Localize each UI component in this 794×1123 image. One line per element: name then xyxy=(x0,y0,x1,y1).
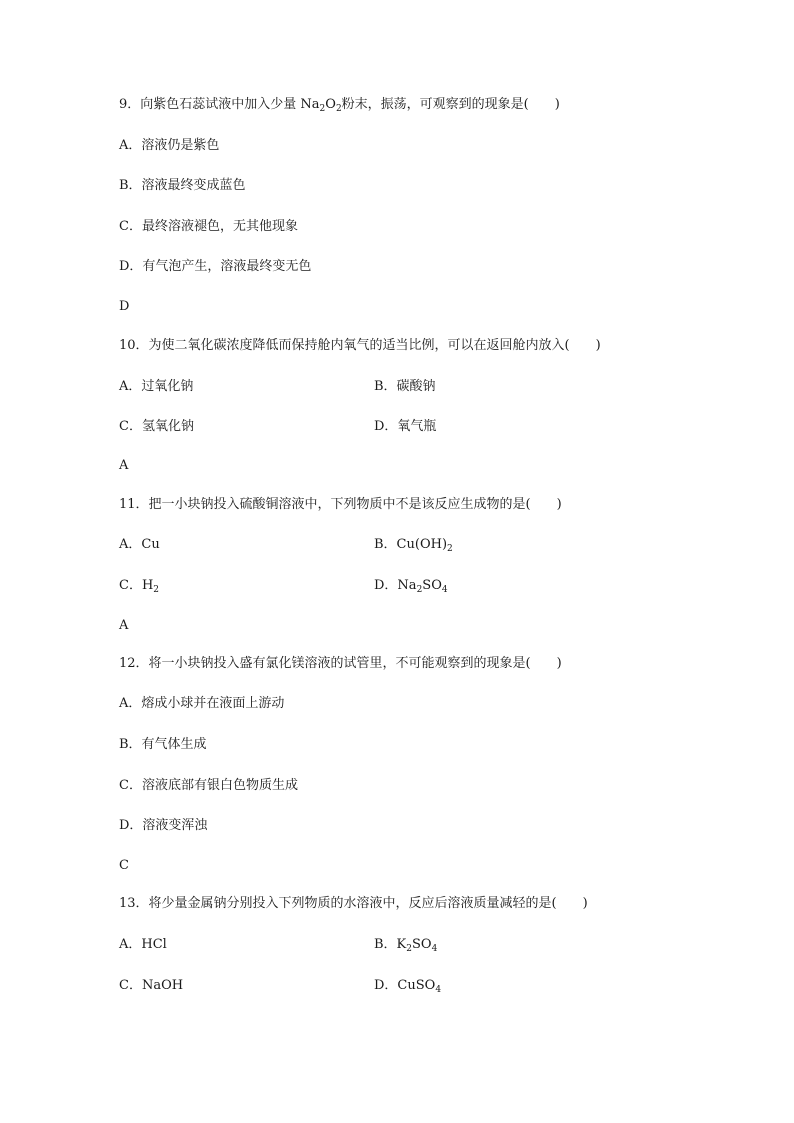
formula-part: D．Na xyxy=(374,578,417,593)
subscript: 4 xyxy=(441,585,448,595)
question-13-option-d xyxy=(374,977,441,995)
subscript: 2 xyxy=(319,104,326,114)
question-11-option-a: A．Cu xyxy=(119,537,160,552)
subscript: 2 xyxy=(335,104,342,114)
question-12-option-b: B．有气体生成 xyxy=(119,737,207,752)
question-9-option-c: C．最终溶液褪色，无其他现象 xyxy=(119,219,298,234)
question-13-stem: 13．将少量金属钠分别投入下列物质的水溶液中，反应后溶液质量减轻的是( ) xyxy=(119,896,588,911)
question-13-option-c: C．NaOH xyxy=(119,978,184,993)
subscript: 4 xyxy=(435,985,442,995)
question-11-option-d xyxy=(374,577,448,595)
subscript: 2 xyxy=(416,585,423,595)
question-10-answer: A xyxy=(119,458,129,473)
formula-part: SO xyxy=(412,937,432,952)
question-10-option-b: B．碳酸钠 xyxy=(374,379,436,394)
subscript: 4 xyxy=(431,944,438,954)
question-13-option-a: A．HCl xyxy=(119,937,167,952)
question-12-option-a: A．熔成小球并在液面上游动 xyxy=(119,696,285,711)
formula-part: SO xyxy=(422,578,442,593)
question-11-answer: A xyxy=(119,618,129,633)
question-9-answer: D xyxy=(119,299,130,314)
question-9-stem-part: 粉末，振荡，可观察到的现象是( ) xyxy=(341,97,560,112)
question-10-option-c: C．氢氧化钠 xyxy=(119,419,194,434)
question-9-option-a: A．溶液仍是紫色 xyxy=(119,138,220,153)
formula-part: B．Cu(OH) xyxy=(374,537,448,552)
subscript: 2 xyxy=(406,944,412,954)
question-9-stem-part: O xyxy=(325,97,336,112)
question-12-option-d: D．溶液变浑浊 xyxy=(119,818,208,833)
formula-part: C．H xyxy=(119,578,154,593)
question-9-option-b: B．溶液最终变成蓝色 xyxy=(119,178,246,193)
question-11-option-b xyxy=(374,536,453,554)
question-10-option-d: D．氧气瓶 xyxy=(374,419,437,434)
question-12-answer: C xyxy=(119,858,129,873)
question-10-stem: 10．为使二氧化碳浓度降低而保持舱内氧气的适当比例，可以在返回舱内放入( ) xyxy=(119,338,601,353)
question-12-option-c: C．溶液底部有银白色物质生成 xyxy=(119,778,298,793)
question-12-stem: 12．将一小块钠投入盛有氯化镁溶液的试管里，不可能观察到的现象是( ) xyxy=(119,656,562,671)
subscript: 2 xyxy=(447,544,453,554)
question-9-stem-part: 9．向紫色石蕊试液中加入少量 Na xyxy=(119,97,320,112)
formula-part: D．CuSO xyxy=(374,978,436,993)
question-10-option-a: A．过氧化钠 xyxy=(119,379,194,394)
question-13-option-b xyxy=(374,936,437,954)
question-9-option-d: D．有气泡产生，溶液最终变无色 xyxy=(119,259,312,274)
subscript: 2 xyxy=(153,585,160,595)
formula-part: B．K xyxy=(374,937,407,952)
question-9-stem xyxy=(119,96,560,114)
question-11-option-c xyxy=(119,577,159,595)
question-11-stem: 11．把一小块钠投入硫酸铜溶液中，下列物质中不是该反应生成物的是( ) xyxy=(119,497,562,512)
